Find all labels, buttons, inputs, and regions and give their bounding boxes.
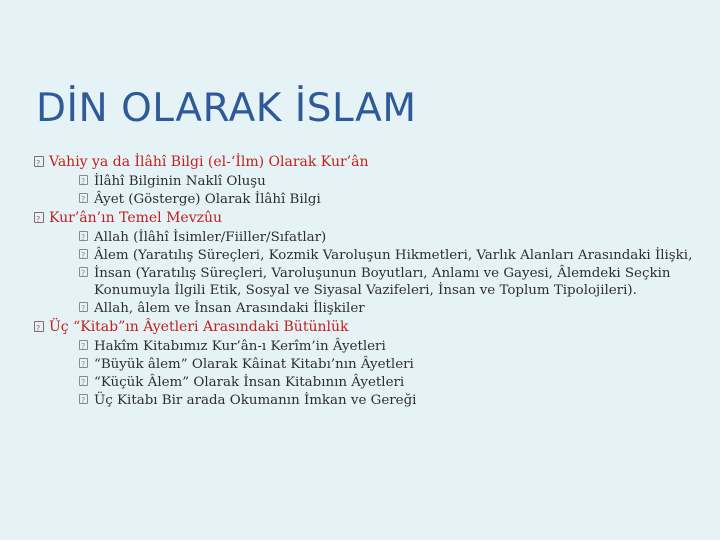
missing-glyph-box-icon <box>79 267 88 277</box>
outline-item-level2 <box>34 300 694 317</box>
missing-glyph-box-icon <box>79 340 88 350</box>
slide-content <box>34 152 694 409</box>
outline-item-level2 <box>34 173 694 190</box>
missing-glyph-box-icon <box>34 321 44 332</box>
slide-title: DİN OLARAK İSLAM <box>36 86 417 131</box>
missing-glyph-box-icon <box>79 193 88 203</box>
missing-glyph-box-icon <box>79 302 88 312</box>
outline-item-level2 <box>34 374 694 391</box>
missing-glyph-box-icon <box>79 249 88 259</box>
outline-text: Vahiy ya da İlâhî Bilgi (el-‘İlm) Olarak Kur’ân <box>49 154 369 170</box>
outline-text: Üç Kitabı Bir arada Okumanın İmkan ve Gereği <box>94 393 417 408</box>
missing-glyph-box-icon <box>79 358 88 368</box>
missing-glyph-box-icon <box>79 231 88 241</box>
outline-item-level2 <box>34 265 694 299</box>
missing-glyph-box-icon <box>34 212 44 223</box>
missing-glyph-box-icon <box>79 175 88 185</box>
outline-text: Kur’ân’ın Temel Mevzûu <box>49 210 223 226</box>
outline-item-level2 <box>34 356 694 373</box>
missing-glyph-box-icon <box>79 394 88 404</box>
outline-item-level2 <box>34 392 694 409</box>
missing-glyph-box-icon <box>34 156 44 167</box>
outline-text: Âlem (Yaratılış Süreçleri, Kozmik Varoluşun Hikmetleri, Varlık Alanları Arasındaki İlişki, <box>94 248 693 263</box>
outline-text: “Büyük âlem” Olarak Kâinat Kitabı’nın Âyetleri <box>94 357 414 372</box>
missing-glyph-box-icon <box>79 376 88 386</box>
outline-text: Allah, âlem ve İnsan Arasındaki İlişkiler <box>94 301 365 316</box>
outline-text: İlâhî Bilginin Naklî Oluşu <box>94 174 266 189</box>
outline-item-level2 <box>34 338 694 355</box>
outline-text: Âyet (Gösterge) Olarak İlâhî Bilgi <box>94 192 321 207</box>
outline-text: Hakîm Kitabımız Kur’ân-ı Kerîm’in Âyetleri <box>94 339 386 354</box>
outline-text: Allah (İlâhî İsimler/Fiiller/Sıfatlar) <box>94 230 327 245</box>
outline-item-level2 <box>34 229 694 246</box>
outline-item-level1 <box>34 153 694 172</box>
outline-item-level1 <box>34 318 694 337</box>
outline-item-level2 <box>34 191 694 208</box>
outline-item-level1 <box>34 209 694 228</box>
outline-text: İnsan (Yaratılış Süreçleri, Varoluşunun Boyutları, Anlamı ve Gayesi, Âlemdeki Seçkin Konumuyla İlgili Etik, Sosyal ve Siyasal Vazifeleri, İnsan ve Toplum Tipolojileri). <box>94 266 671 298</box>
outline-item-level2 <box>34 247 694 264</box>
outline-text: Üç “Kitab”ın Âyetleri Arasındaki Bütünlük <box>49 319 349 335</box>
outline-text: “Küçük Âlem” Olarak İnsan Kitabının Âyetleri <box>94 375 405 390</box>
